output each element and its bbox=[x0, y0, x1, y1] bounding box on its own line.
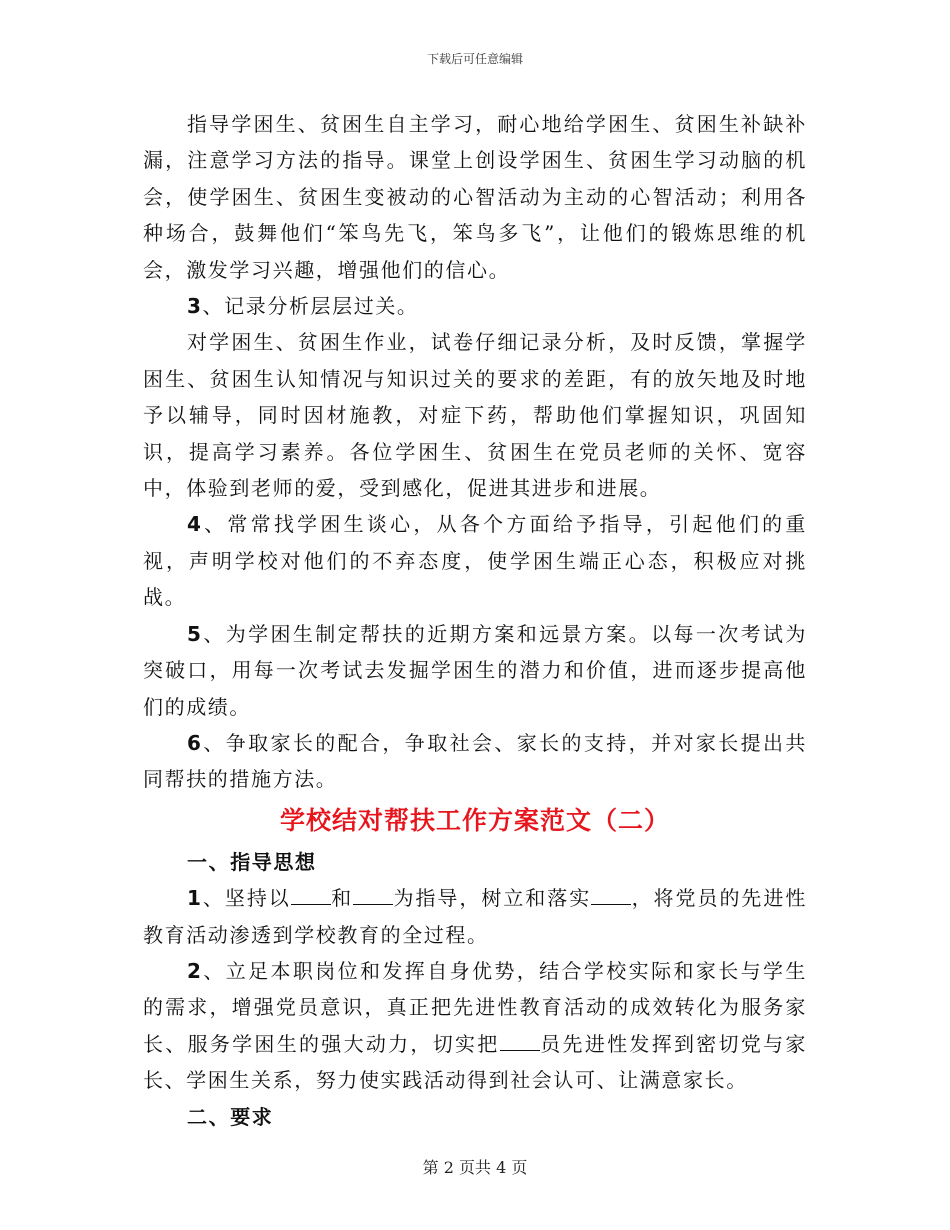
section-title: 学校结对帮扶工作方案范文（二） bbox=[279, 805, 670, 835]
item-text: 、为学困生制定帮扶的近期方案和远景方案。以每一次考试为突破口，用每一次考试去发掘学困生的潜力和价值，进而逐步提高他们的成绩。 bbox=[143, 621, 807, 719]
document-body bbox=[143, 106, 807, 1135]
item-text: 、争取家长的配合，争取社会、家长的支持，并对家长提出共同帮扶的措施方法。 bbox=[143, 730, 807, 792]
item-5-plan bbox=[143, 616, 807, 725]
item-4-talk bbox=[143, 506, 807, 615]
item-6-parents bbox=[143, 725, 807, 798]
page-header: 下载后可任意编辑 bbox=[426, 52, 523, 66]
fill-blank bbox=[291, 886, 331, 905]
paragraph-guidance: 指导学困生、贫困生自主学习，耐心地给学困生、贫困生补缺补漏，注意学习方法的指导。课堂上创设学困生、贫困生学习动脑的机会，使学困生、贫困生变被动的心智活动为主动的心智活动；利用各种场合，鼓舞他们“笨鸟先飞，笨鸟多飞”，让他们的锻炼思维的机会，激发学习兴趣，增强他们的信心。 bbox=[143, 112, 807, 282]
fill-blank bbox=[500, 1032, 540, 1051]
item-number: 1 bbox=[187, 886, 203, 911]
item-number: 4 bbox=[187, 512, 203, 537]
item-number: 2 bbox=[187, 958, 203, 983]
item-text: 、常常找学困生谈心，从各个方面给予指导，引起他们的重视，声明学校对他们的不弃态度，使学困生端正心态，积极应对挑战。 bbox=[143, 512, 807, 610]
heading-requirements: 二、要求 bbox=[187, 1104, 274, 1129]
fill-blank bbox=[353, 886, 393, 905]
item-number: 3 bbox=[187, 294, 203, 319]
heading-guiding-thought: 一、指导思想 bbox=[187, 849, 317, 874]
fill-blank bbox=[591, 886, 631, 905]
item-3-record-analysis bbox=[143, 288, 807, 324]
item-text-a: 、立足本职岗位和发挥自身优势，结合学校实际和家长与学生的需求，增强党员意识，真正把先进性教育活动的成效转化为服务家长、服务学困生的强大动力，切实把 bbox=[143, 958, 807, 1056]
item-1-adhere bbox=[143, 880, 807, 953]
page-footer: 第 2 页共 4 页 bbox=[422, 1158, 528, 1177]
paragraph-homework-analysis: 对学困生、贫困生作业，试卷仔细记录分析，及时反馈，掌握学困生、贫困生认知情况与知识过关的要求的差距，有的放矢地及时地予以辅导，同时因材施教，对症下药，帮助他们掌握知识，巩固知识，提高学习素养。各位学困生、贫困生在党员老师的关怀、宽容中，体验到老师的爱，受到感化，促进其进步和进展。 bbox=[143, 330, 807, 501]
item-number: 6 bbox=[187, 730, 203, 755]
item-text-c: 为指导，树立和落实 bbox=[393, 886, 592, 911]
item-number: 5 bbox=[187, 621, 203, 646]
item-text-b: 员先进性发挥到密切党与家长、学困生关系，努力使实践活动得到社会认可、让满意家长。 bbox=[143, 1031, 808, 1093]
item-text-b: 和 bbox=[330, 886, 354, 911]
item-text: 、记录分析层层过关。 bbox=[202, 294, 419, 319]
item-2-position bbox=[143, 953, 807, 1099]
item-text-d: ，将党员的先进性教育活动渗透到学校教育的全过程。 bbox=[143, 886, 807, 947]
item-text-a: 、坚持以 bbox=[202, 886, 291, 911]
